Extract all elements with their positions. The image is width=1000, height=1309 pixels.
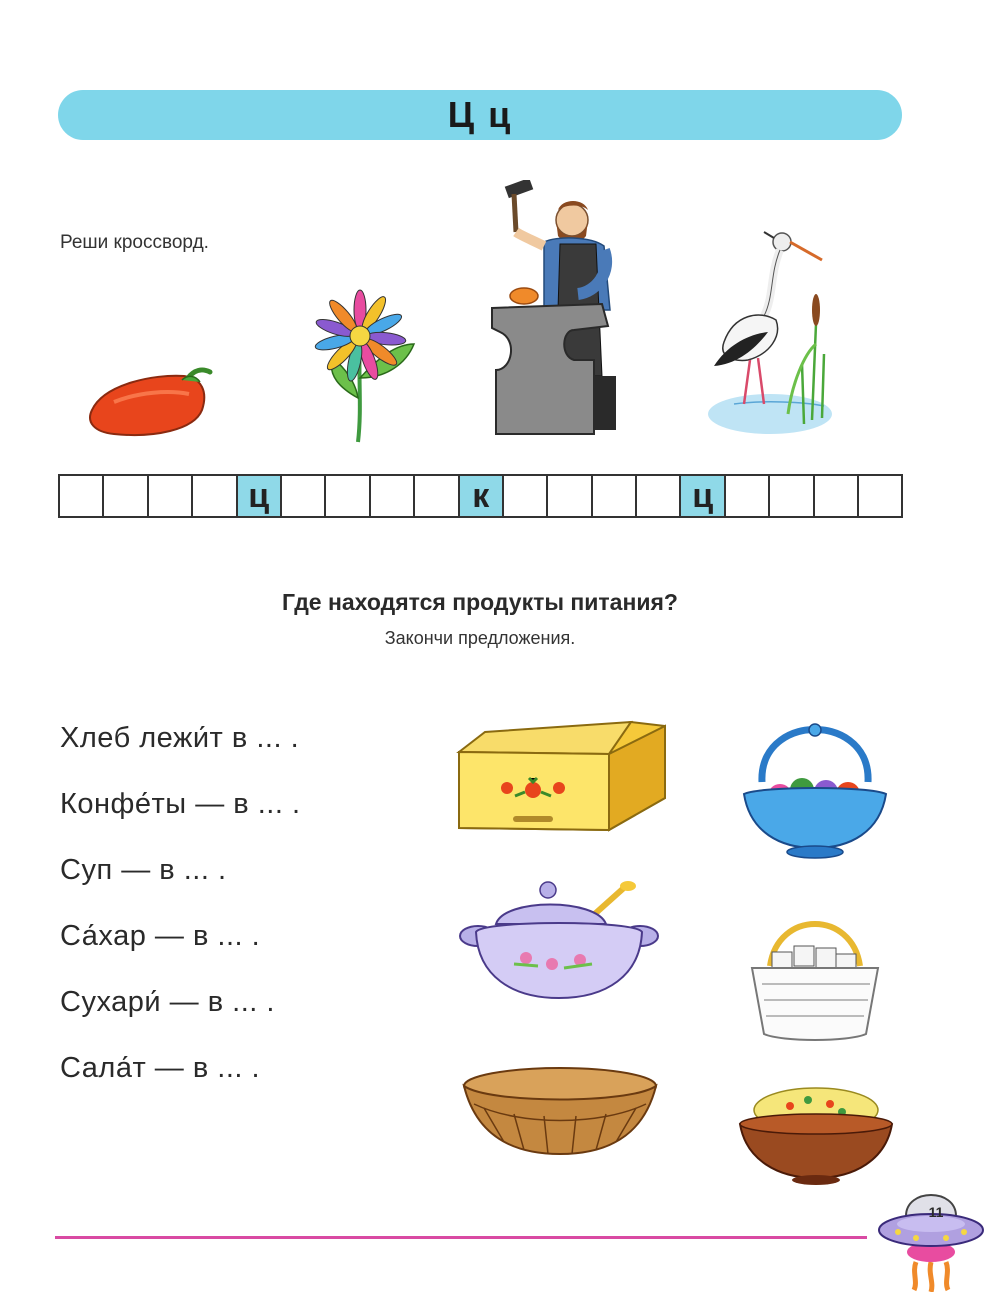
crossword-cell-given: ц xyxy=(681,474,725,518)
food-section-heading: Где находятся продукты питания? xyxy=(282,589,678,615)
salad-bowl-image xyxy=(738,1080,894,1188)
bread-box-image xyxy=(455,718,670,834)
crossword-cell[interactable] xyxy=(859,474,903,518)
crossword-cell[interactable] xyxy=(104,474,148,518)
candy-bowl-image xyxy=(740,722,890,860)
page-number: 11 xyxy=(928,1204,944,1220)
crossword-cell[interactable] xyxy=(504,474,548,518)
wicker-basket-image xyxy=(460,1064,660,1160)
crossword-cell[interactable] xyxy=(726,474,770,518)
crossword-cell[interactable] xyxy=(282,474,326,518)
sentence-6: Сала́т — в ... . xyxy=(60,1052,261,1084)
sentence-5: Сухари́ — в ... . xyxy=(60,986,275,1018)
crossword-cell[interactable] xyxy=(193,474,237,518)
sentence-1: Хлеб лежи́т в ... . xyxy=(60,722,300,754)
flower-image xyxy=(300,288,420,444)
crossword-cell[interactable] xyxy=(770,474,814,518)
sentence-4: Са́хар — в ... . xyxy=(60,920,261,952)
crossword-cell[interactable] xyxy=(371,474,415,518)
crossword-grid xyxy=(58,474,904,518)
soup-tureen-image xyxy=(456,880,662,1006)
crossword-cell[interactable] xyxy=(593,474,637,518)
crossword-cell[interactable] xyxy=(415,474,459,518)
crossword-cell[interactable] xyxy=(815,474,859,518)
page-title: Ц ц xyxy=(447,94,513,135)
crossword-cell-given: к xyxy=(460,474,504,518)
pepper-image xyxy=(84,362,216,442)
sentence-3: Суп — в ... . xyxy=(60,854,227,886)
title-banner xyxy=(58,90,902,140)
crossword-cell-given: ц xyxy=(238,474,282,518)
heron-image xyxy=(704,224,834,438)
crossword-cell[interactable] xyxy=(326,474,370,518)
footer-line xyxy=(55,1236,867,1239)
crossword-instruction: Реши кроссворд. xyxy=(60,232,209,253)
food-section-subheading: Закончи предложения. xyxy=(384,628,576,648)
sentence-2: Конфе́ты — в ... . xyxy=(60,788,301,820)
crossword-cell[interactable] xyxy=(548,474,592,518)
crossword-cell[interactable] xyxy=(60,474,104,518)
sugar-basket-image xyxy=(748,910,882,1044)
crossword-cell[interactable] xyxy=(149,474,193,518)
ufo-page-badge xyxy=(876,1186,986,1292)
blacksmith-image xyxy=(486,180,626,438)
crossword-cell[interactable] xyxy=(637,474,681,518)
